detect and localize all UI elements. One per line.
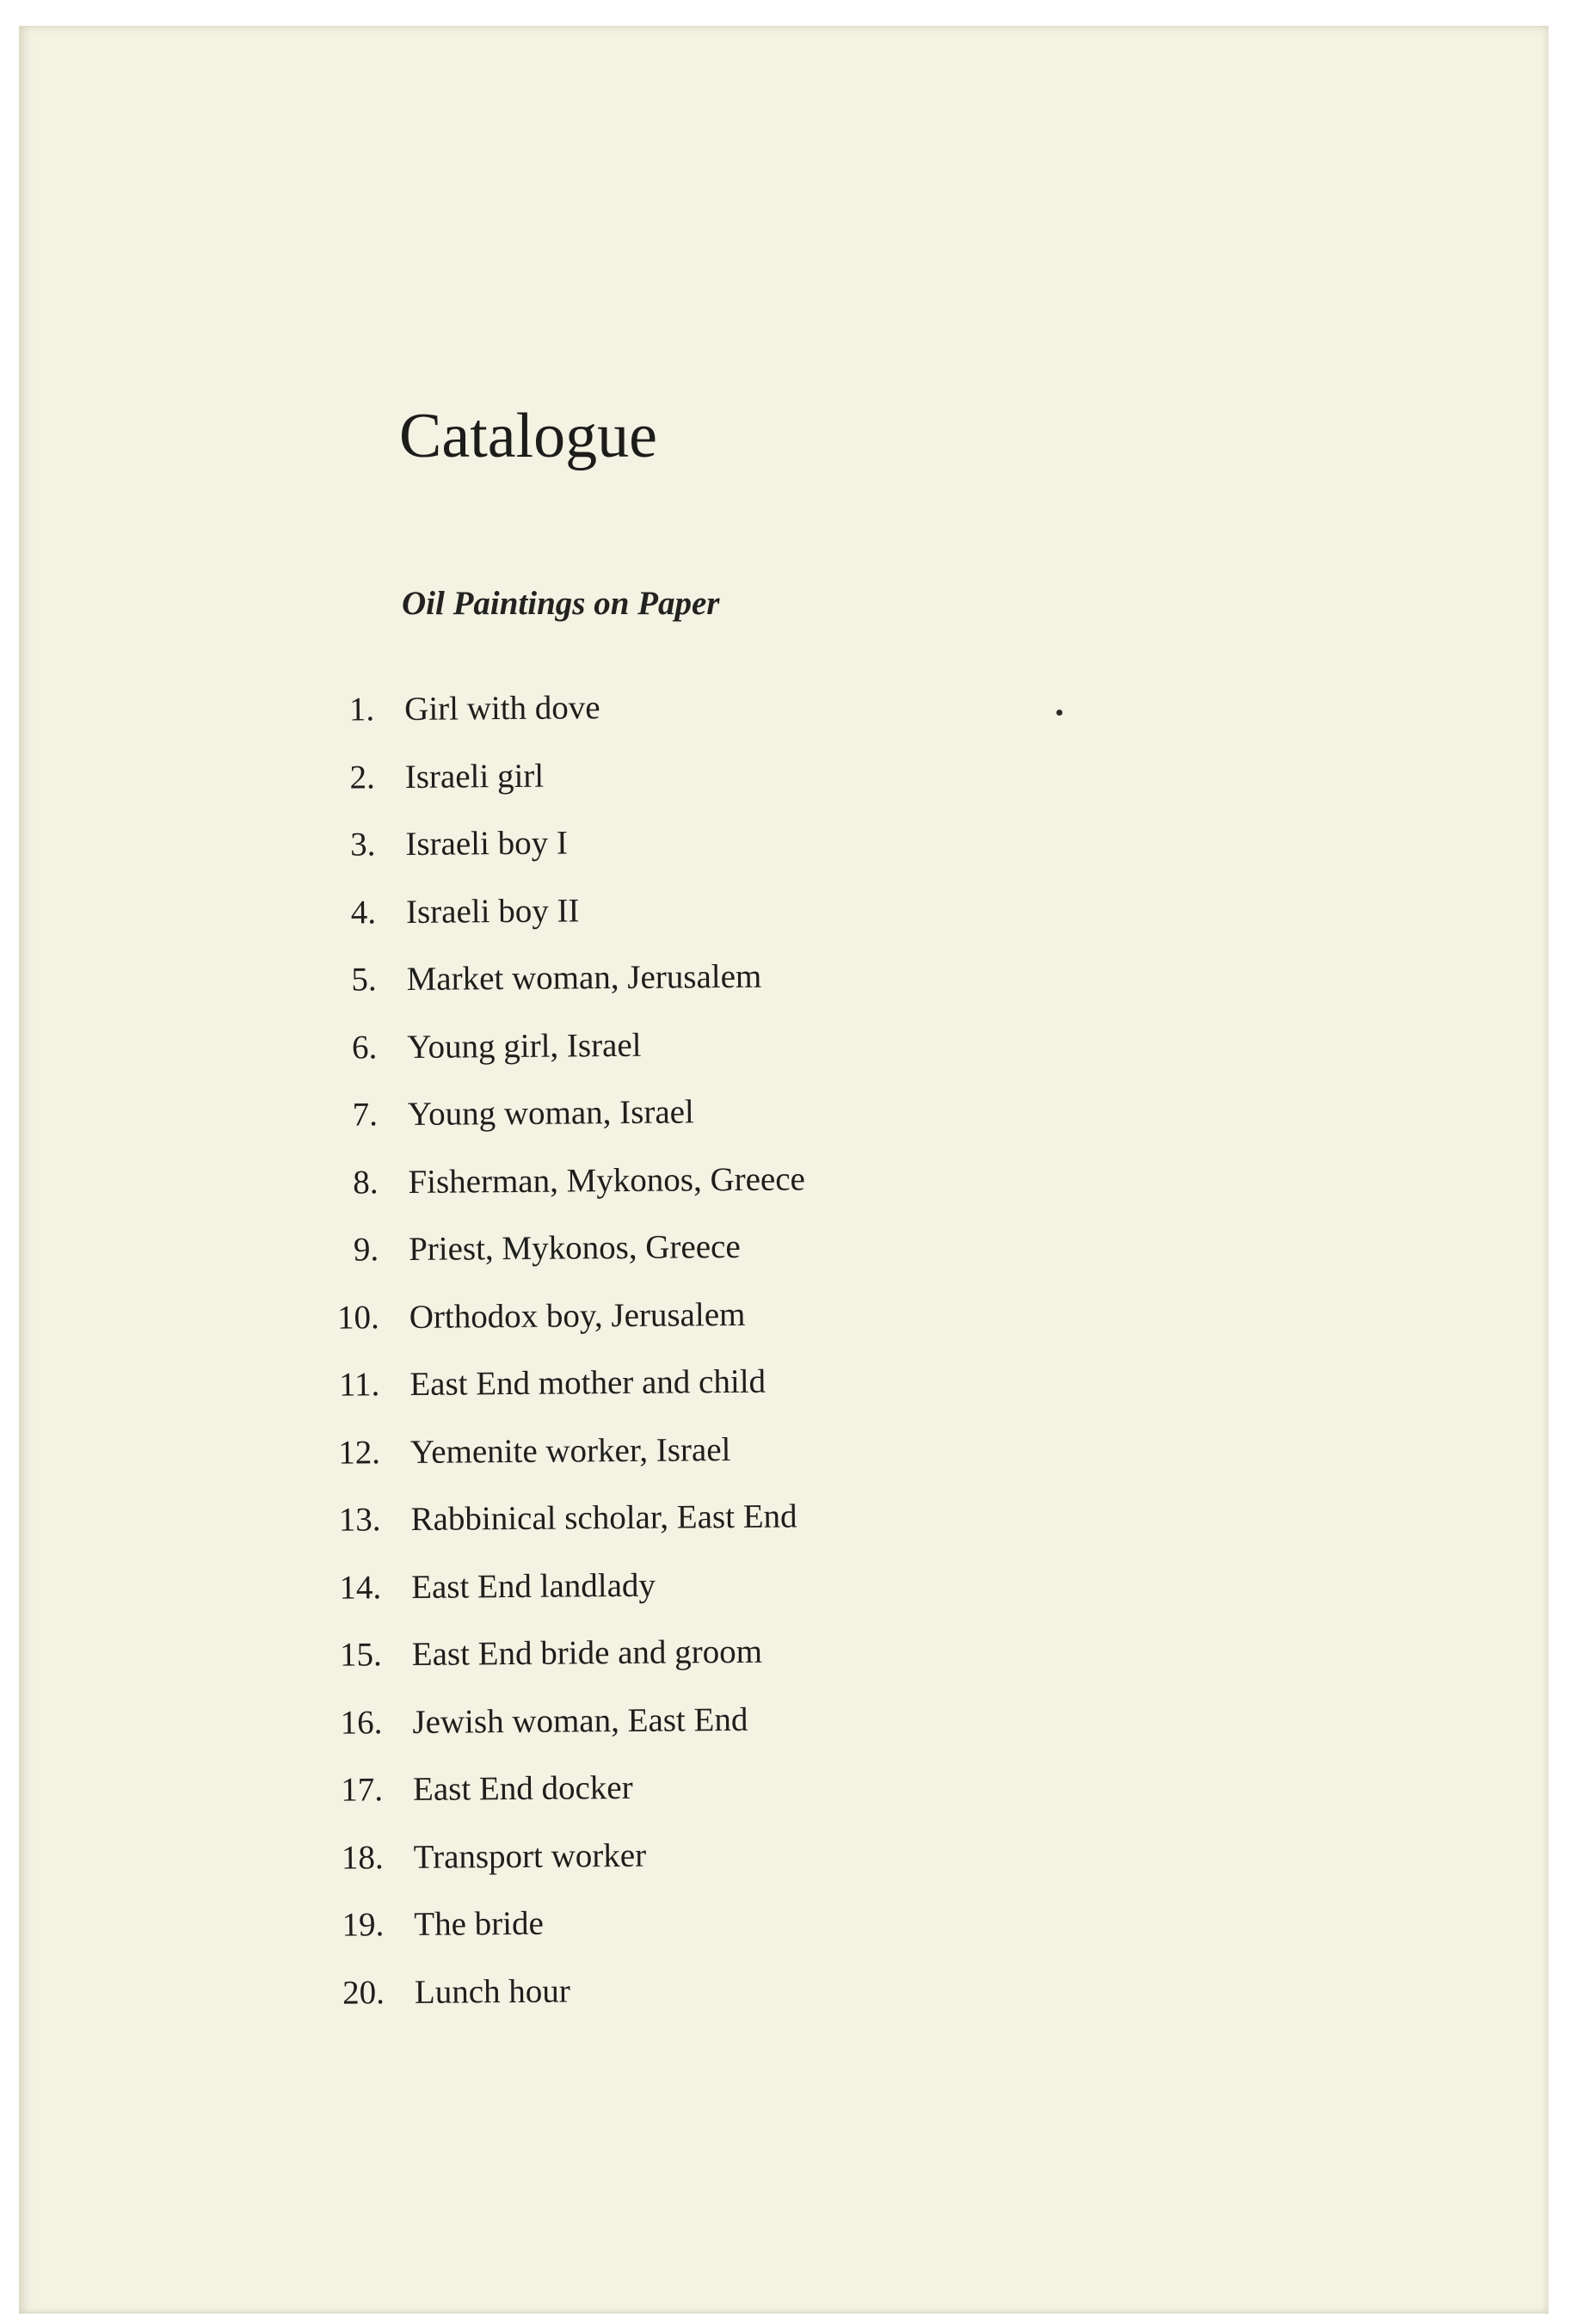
item-title: Israeli boy I: [405, 824, 569, 863]
item-title: Young girl, Israel: [407, 1026, 642, 1066]
item-title: Orthodox boy, Jerusalem: [409, 1295, 746, 1336]
catalogue-item: [20, 753, 1053, 828]
item-title: Fisherman, Mykonos, Greece: [408, 1159, 806, 1201]
ink-speck: [1056, 710, 1062, 716]
item-number: 16.: [340, 1703, 383, 1742]
page-title: Catalogue: [399, 401, 658, 471]
catalogue-item: [21, 888, 1054, 963]
item-title: Lunch hour: [414, 1972, 570, 2011]
item-number: 11.: [338, 1366, 380, 1404]
item-number: 15.: [339, 1636, 382, 1674]
item-number: 5.: [351, 961, 377, 999]
catalogue-item: [21, 955, 1054, 1030]
item-number: 12.: [338, 1433, 381, 1472]
item-title: Israeli girl: [404, 757, 545, 796]
catalogue-item: [28, 1900, 1062, 1976]
item-title: Jewish woman, East End: [412, 1700, 748, 1741]
item-number: 14.: [339, 1568, 382, 1607]
catalogue-item: [28, 1833, 1061, 1909]
catalogue-item: [28, 1765, 1061, 1841]
item-title: The bride: [414, 1904, 544, 1943]
item-title: East End landlady: [411, 1566, 656, 1606]
item-number: 13.: [338, 1501, 381, 1539]
item-number: 20.: [342, 1973, 385, 2012]
catalogue-item: [22, 1158, 1056, 1233]
item-number: 2.: [349, 758, 375, 796]
item-title: Yemenite worker, Israel: [409, 1430, 731, 1471]
catalogue-item: [26, 1563, 1059, 1638]
item-title: East End mother and child: [409, 1362, 767, 1403]
item-number: 9.: [353, 1231, 379, 1269]
item-title: Israeli boy II: [405, 891, 580, 931]
item-number: 1.: [348, 691, 375, 729]
catalogue-item: [25, 1428, 1058, 1503]
catalogue-item: [23, 1225, 1056, 1300]
paper-sheet: [19, 26, 1548, 2314]
catalogue-item: [27, 1698, 1060, 1774]
item-number: 7.: [352, 1096, 379, 1134]
catalogue-item: [24, 1360, 1057, 1436]
item-number: 6.: [351, 1028, 378, 1066]
item-title: East End docker: [412, 1768, 633, 1808]
item-title: Priest, Mykonos, Greece: [408, 1227, 741, 1268]
item-number: 3.: [349, 826, 376, 864]
catalogue-item: [22, 1023, 1055, 1098]
catalogue-list: [19, 685, 1062, 2043]
catalogue-item: [19, 685, 1052, 760]
item-title: East End bride and groom: [411, 1632, 763, 1673]
item-number: 17.: [341, 1771, 384, 1809]
item-title: Rabbinical scholar, East End: [410, 1497, 797, 1538]
item-title: Market woman, Jerusalem: [406, 957, 762, 998]
catalogue-item: [25, 1495, 1058, 1571]
item-title: Transport worker: [413, 1836, 647, 1876]
catalogue-item: [27, 1630, 1060, 1706]
item-title: Young woman, Israel: [407, 1093, 694, 1133]
catalogue-item: [22, 1090, 1056, 1165]
catalogue-item: [29, 1968, 1062, 2044]
item-title: Girl with dove: [404, 689, 600, 728]
catalogue-item: [20, 820, 1053, 895]
item-number: 18.: [341, 1838, 384, 1877]
section-heading: Oil Paintings on Paper: [402, 585, 720, 622]
item-number: 8.: [353, 1163, 379, 1201]
item-number: 19.: [342, 1906, 385, 1944]
item-number: 4.: [350, 893, 377, 931]
item-number: 10.: [336, 1298, 379, 1337]
catalogue-item: [24, 1293, 1057, 1368]
